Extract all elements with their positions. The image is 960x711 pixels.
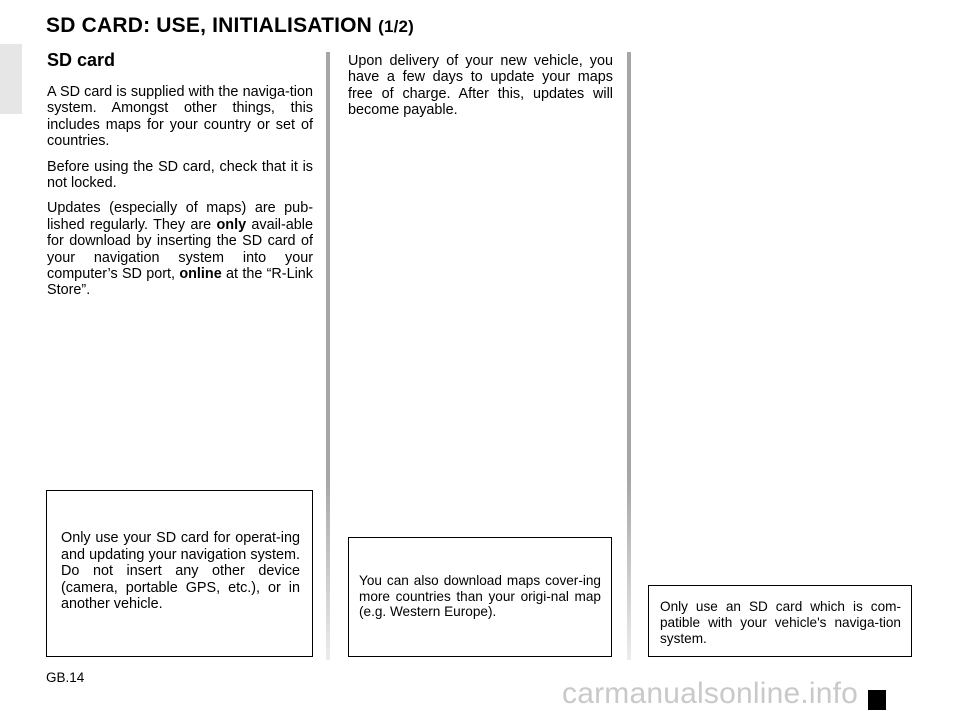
column-divider-left — [326, 52, 330, 660]
updates-text-start: Updates (especially of maps) are pub-lished regularly. They are — [47, 200, 313, 233]
delivery-paragraph: Upon delivery of your new vehicle, you have a few days to update your maps free of charge. After this, updates will become payable. — [348, 53, 613, 119]
updates-emphasis-online: online — [179, 266, 222, 283]
note-compatibility-text: Only use an SD card which is com-patible with your vehicle's naviga-tion system. — [660, 599, 901, 646]
section-heading: SD card — [47, 50, 116, 70]
page-title — [46, 14, 414, 38]
page-number: GB.14 — [46, 670, 85, 685]
note-box-compatibility — [648, 585, 912, 657]
updates-text-middle: avail-able for download by inserting the SD card of your navigation system into your computer’s SD port, — [47, 216, 313, 283]
left-column — [47, 84, 313, 308]
chapter-side-tab — [0, 44, 22, 114]
lock-check-paragraph: Before using the SD card, check that it is not locked. — [47, 158, 313, 192]
note-box-maps — [348, 537, 612, 657]
note-maps-text: You can also download maps cover-ing more countries than your origi-nal map (e.g. Western Europe). — [359, 573, 601, 620]
page-corner-mark — [868, 690, 886, 710]
page-part-indicator: (1/2) — [378, 17, 415, 36]
note-usage-text: Only use your SD card for operat-ing and updating your navigation system. Do not insert any other device (camera, portable GPS, etc.), or in another vehicle. — [61, 530, 300, 613]
page-title-text: SD CARD: USE, INITIALISATION — [46, 14, 379, 37]
watermark: carmanualsonline.info — [562, 677, 859, 710]
column-divider-right — [627, 52, 631, 660]
updates-emphasis-only: only — [216, 216, 247, 233]
intro-paragraph: A SD card is supplied with the naviga-tion system. Amongst other things, this includes maps for your country or set of countries. — [47, 84, 313, 150]
middle-column — [348, 53, 613, 128]
updates-paragraph — [47, 200, 313, 298]
note-box-usage — [46, 490, 313, 657]
updates-text-end: at the “R-Link Store”. — [47, 266, 313, 299]
